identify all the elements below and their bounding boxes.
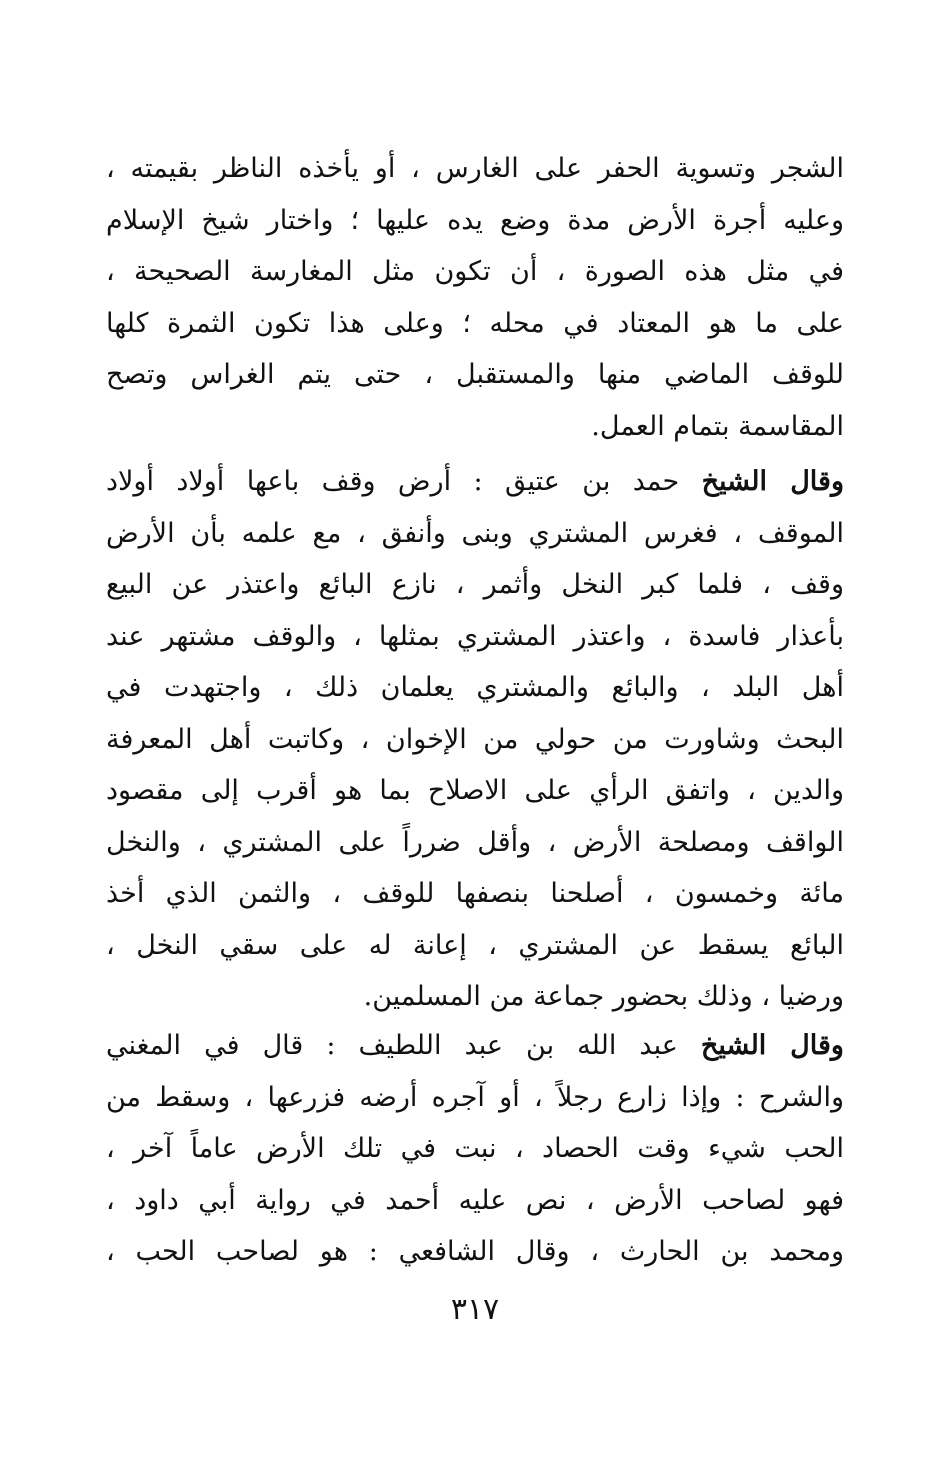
text-line: أهل البلد ، والبائع والمشتري يعلمان ذلك ، واجتهدت في: [106, 672, 844, 703]
text-line-with-lead: [106, 1020, 844, 1072]
text-line: فهو لصاحب الأرض ، نص عليه أحمد في رواية أبي داود ،: [106, 1184, 844, 1216]
text-line: البحث وشاورت من حولي من الإخوان ، وكاتبت أهل المعرفة: [106, 723, 844, 755]
text-line: الحب شيء وقت الحصاد ، نبت في تلك الأرض عاماً آخر ،: [106, 1133, 844, 1164]
text-line: عبد الله بن عبد اللطيف : قال في المغني: [106, 1030, 678, 1061]
paragraph-1: [106, 143, 844, 452]
text-line: الموقف ، فغرس المشتري وبنى وأنفق ، مع علمه بأن الأرض: [106, 517, 844, 549]
text-line: مائة وخمسون ، أصلحنا بنصفها للوقف ، والثمن الذي أخذ: [106, 878, 844, 909]
text-line: البائع يسقط عن المشتري ، إعانة له على سقي النخل ،: [106, 929, 844, 961]
text-line: وقف ، فلما كبر النخل وأثمر ، نازع البائع واعتذر عن البيع: [106, 569, 844, 600]
paragraph-3: [106, 1020, 844, 1278]
text-line: والشرح : وإذا زارع رجلاً ، أو آجره أرضه فزرعها ، وسقط من: [106, 1081, 844, 1113]
text-line: الشجر وتسوية الحفر على الغارس ، أو يأخذه الناظر بقيمته ،: [106, 153, 844, 184]
text-line: للوقف الماضي منها والمستقبل ، حتى يتم الغراس وتصح: [106, 359, 844, 390]
text-line: الواقف ومصلحة الأرض ، وأقل ضرراً على المشتري ، والنخل: [106, 826, 844, 858]
paragraph-lead: وقال الشيخ: [700, 1030, 844, 1061]
paragraph-2: [106, 456, 844, 1023]
text-line: ورضيا ، وذلك بحضور جماعة من المسلمين.: [363, 981, 844, 1012]
text-line: على ما هو المعتاد في محله ؛ وعلى هذا تكون الثمرة كلها: [106, 307, 844, 339]
text-line: ومحمد بن الحارث ، وقال الشافعي : هو لصاحب الحب ،: [106, 1236, 844, 1267]
text-line: في مثل هذه الصورة ، أن تكون مثل المغارسة الصحيحة ،: [106, 256, 844, 287]
text-line: المقاسمة بتمام العمل.: [591, 410, 844, 442]
page-number: ٣١٧: [450, 1292, 500, 1327]
text-line: حمد بن عتيق : أرض وقف باعها أولاد أولاد: [106, 466, 680, 497]
paragraph-lead: وقال الشيخ: [701, 466, 844, 497]
text-line: وعليه أجرة الأرض مدة وضع يده عليها ؛ واختار شيخ الإسلام: [106, 204, 844, 236]
text-line: والدين ، واتفق الرأي على الاصلاح بما هو أقرب إلى مقصود: [106, 775, 844, 806]
text-line: بأعذار فاسدة ، واعتذر المشتري بمثلها ، والوقف مشتهر عند: [106, 620, 844, 652]
text-line-with-lead: [106, 456, 844, 508]
